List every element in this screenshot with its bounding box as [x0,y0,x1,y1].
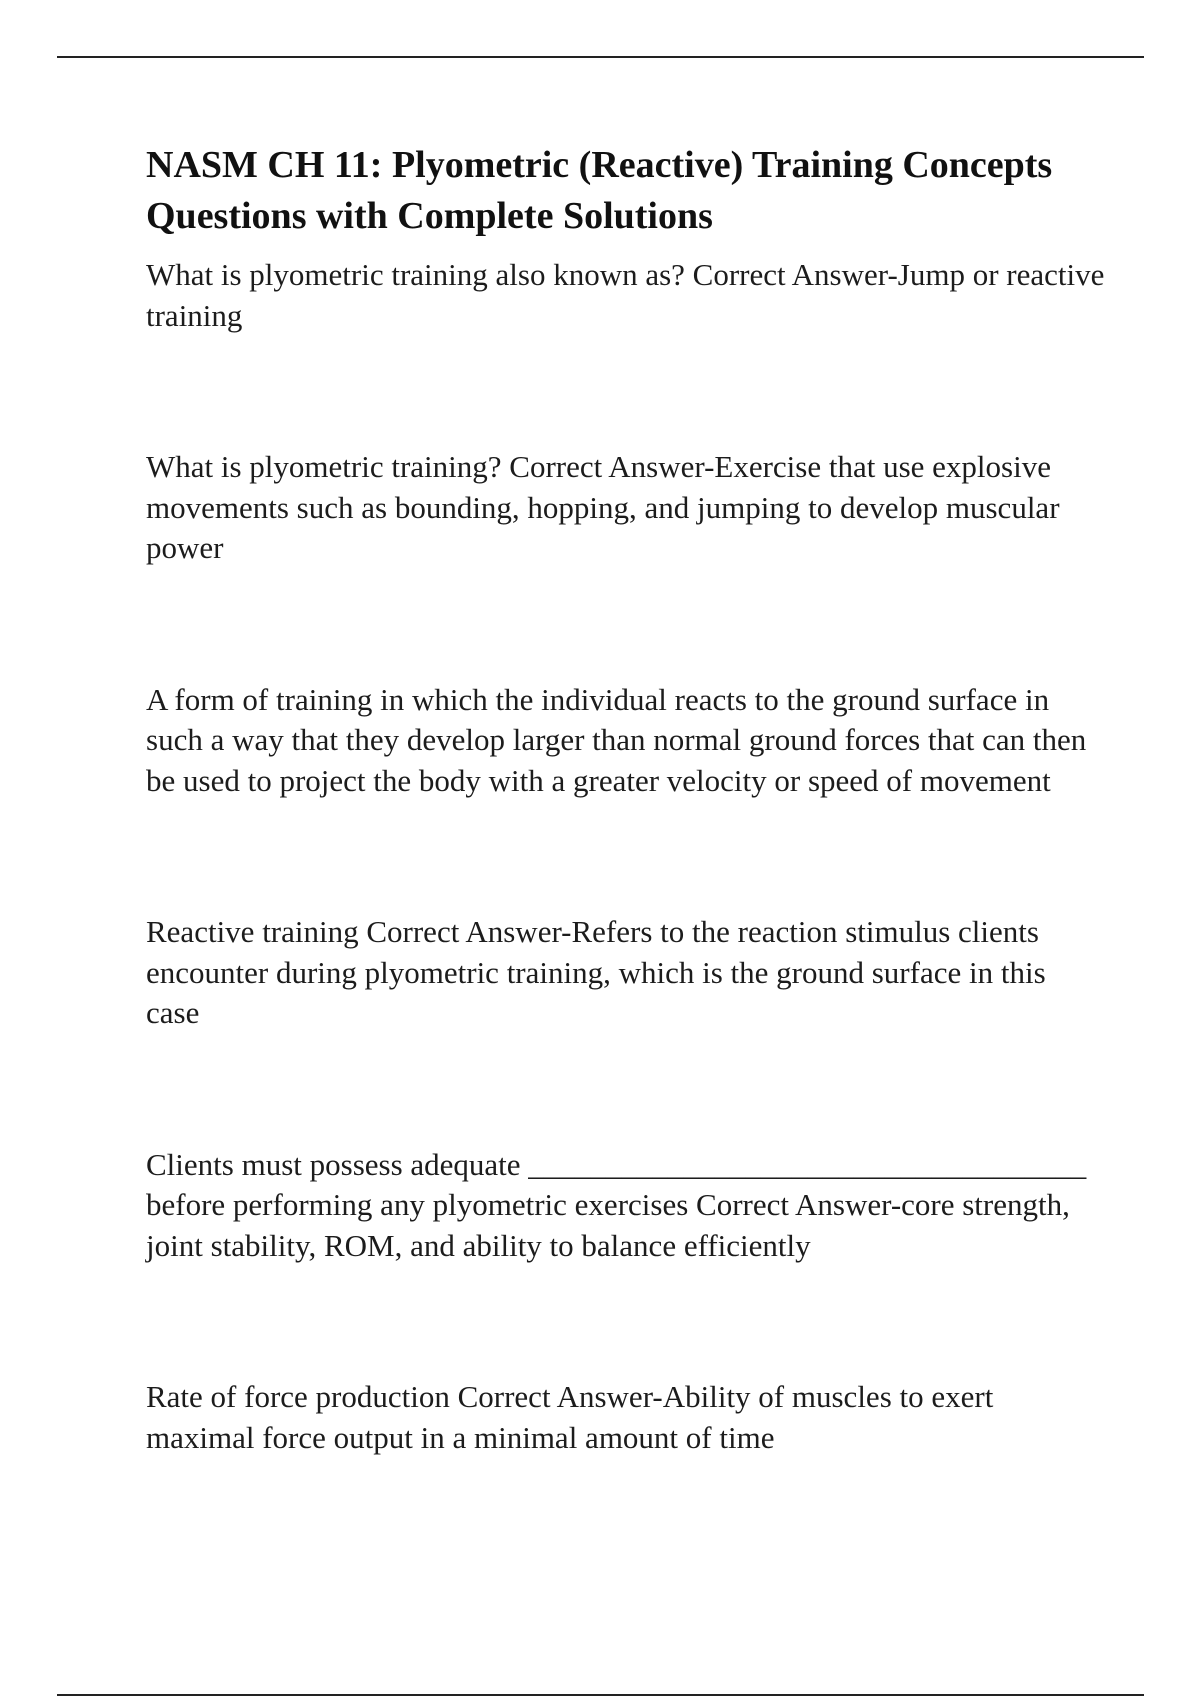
qa-entry-2: What is plyometric training? Correct Answer-Exercise that use explosive movements such as bounding, hopping, and jumping to develop muscular power [146,449,1060,565]
qa-entry-3: A form of training in which the individual reacts to the ground surface in such a way that they develop larger than normal ground forces that can then be used to project the body with a greater velocity or speed of movement [146,681,1087,798]
top-rule [57,56,1144,58]
qa-entry-6: Rate of force production Correct Answer-Ability of muscles to exert maximal force output in a minimal amount of time [146,1379,994,1455]
qa-entry-5: Clients must possess adequate ____________________________________ before performing any plyometric exercises Correct Answer-core strength, joint stability, ROM, and ability to balance efficiently [146,1146,1087,1263]
document-title: NASM CH 11: Plyometric (Reactive) Training Concepts Questions with Complete Solutions [146,144,1053,237]
qa-entry-4: Reactive training Correct Answer-Refers to the reaction stimulus clients encounter during plyometric training, which is the ground surface in this case [146,914,1046,1030]
qa-entry-1: What is plyometric training also known as? Correct Answer-Jump or reactive training [146,257,1105,333]
page-content [146,140,1106,1569]
bottom-rule [57,1694,1144,1696]
